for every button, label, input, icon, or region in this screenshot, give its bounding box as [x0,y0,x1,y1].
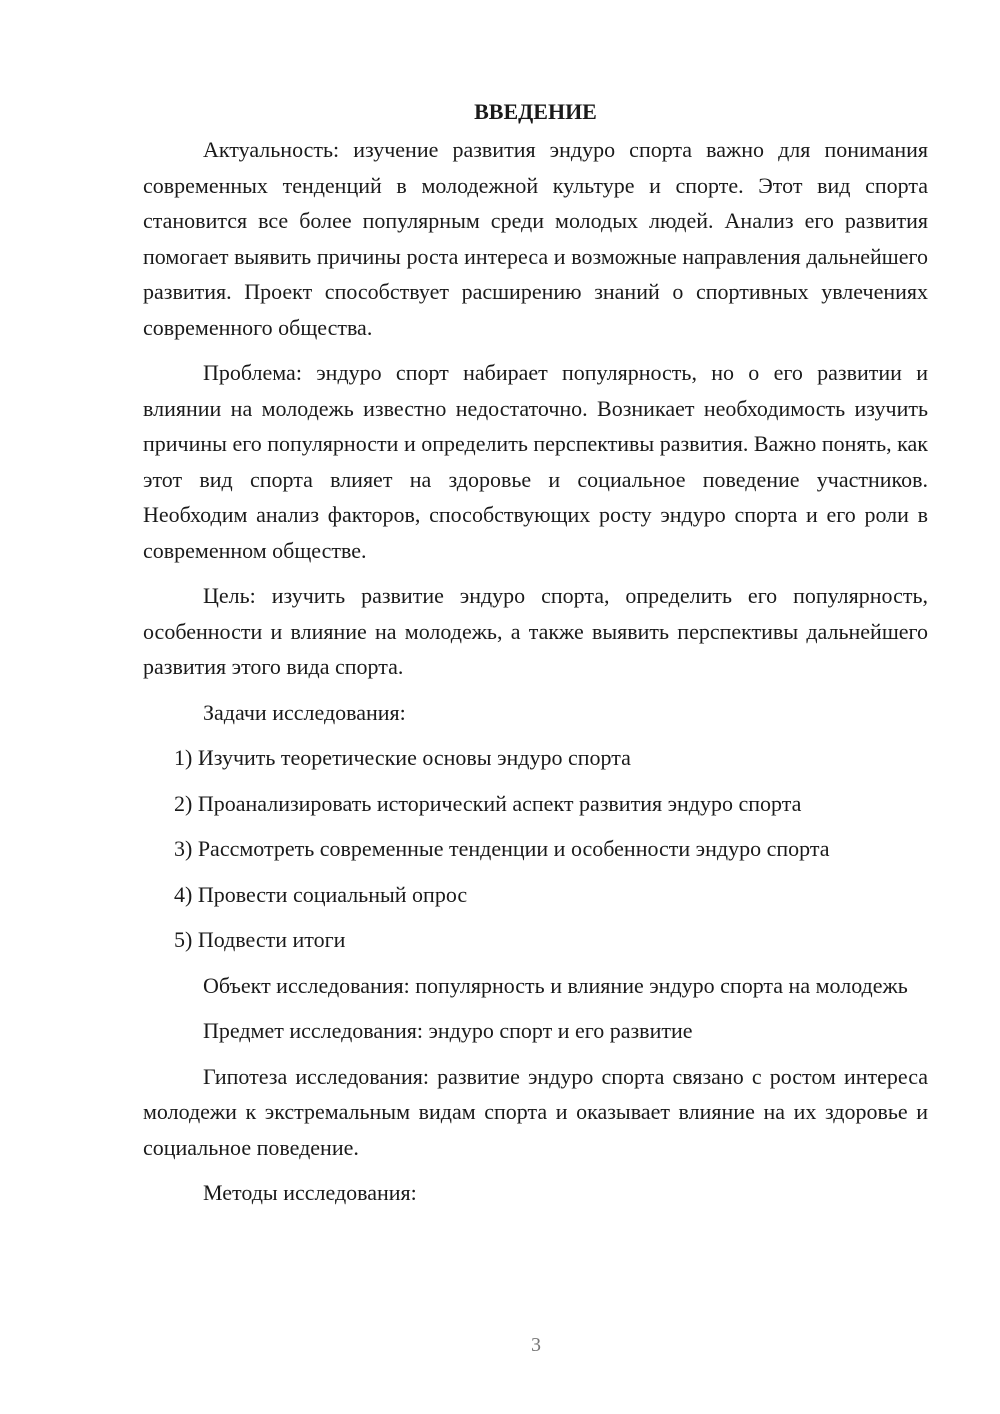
tasks-title: Задачи исследования: [203,699,406,725]
list-item: 2) Проанализировать исторический аспект развития эндуро спорта [174,790,802,816]
subject-paragraph: Предмет исследования: эндуро спорт и его развитие [203,1018,693,1043]
hypothesis-paragraph: Гипотеза исследования: развитие эндуро спорта связано с ростом интереса молодежи к экстремальным видам спорта и оказывает влияние на их здоровье и социальное поведение. [143,1063,928,1160]
list-item: 4) Провести социальный опрос [174,881,468,907]
relevance-paragraph: Актуальность: изучение развития эндуро спорта важно для понимания современных тенденций в молодежной культуре и спорте. Этот вид спорта становится все более популярным среди молодых людей. Анализ его развития помогает выявить причины роста интереса и возможные направления дальнейшего развития. Проект способствует расширению знаний о спортивных увлечениях современного общества. [143,137,928,340]
goal-paragraph: Цель: изучить развитие эндуро спорта, определить его популярность, особенности и влияние на молодежь, а также выявить перспективы дальнейшего развития этого вида спорта. [143,583,928,679]
problem-paragraph: Проблема: эндуро спорт набирает популярность, но о его развитии и влиянии на молодежь известно недостаточно. Возникает необходимость изучить причины его популярности и определить перспективы развития. Важно понять, как этот вид спорта влияет на здоровье и социальное поведение участников. Необходим анализ факторов, способствующих росту эндуро спорта и его роли в современном обществе. [143,360,928,563]
list-item: 3) Рассмотреть современные тенденции и особенности эндуро спорта [174,836,830,861]
page-heading: ВВЕДЕНИЕ [474,99,597,124]
list-item: 1) Изучить теоретические основы эндуро спорта [174,745,631,770]
tasks-list [143,740,928,958]
methods-title: Методы исследования: [203,1180,417,1205]
list-item: 5) Подвести итоги [174,927,346,952]
object-paragraph: Объект исследования: популярность и влияние эндуро спорта на молодежь [203,972,908,998]
page-number: 3 [531,1334,541,1356]
page-body [143,94,928,1221]
